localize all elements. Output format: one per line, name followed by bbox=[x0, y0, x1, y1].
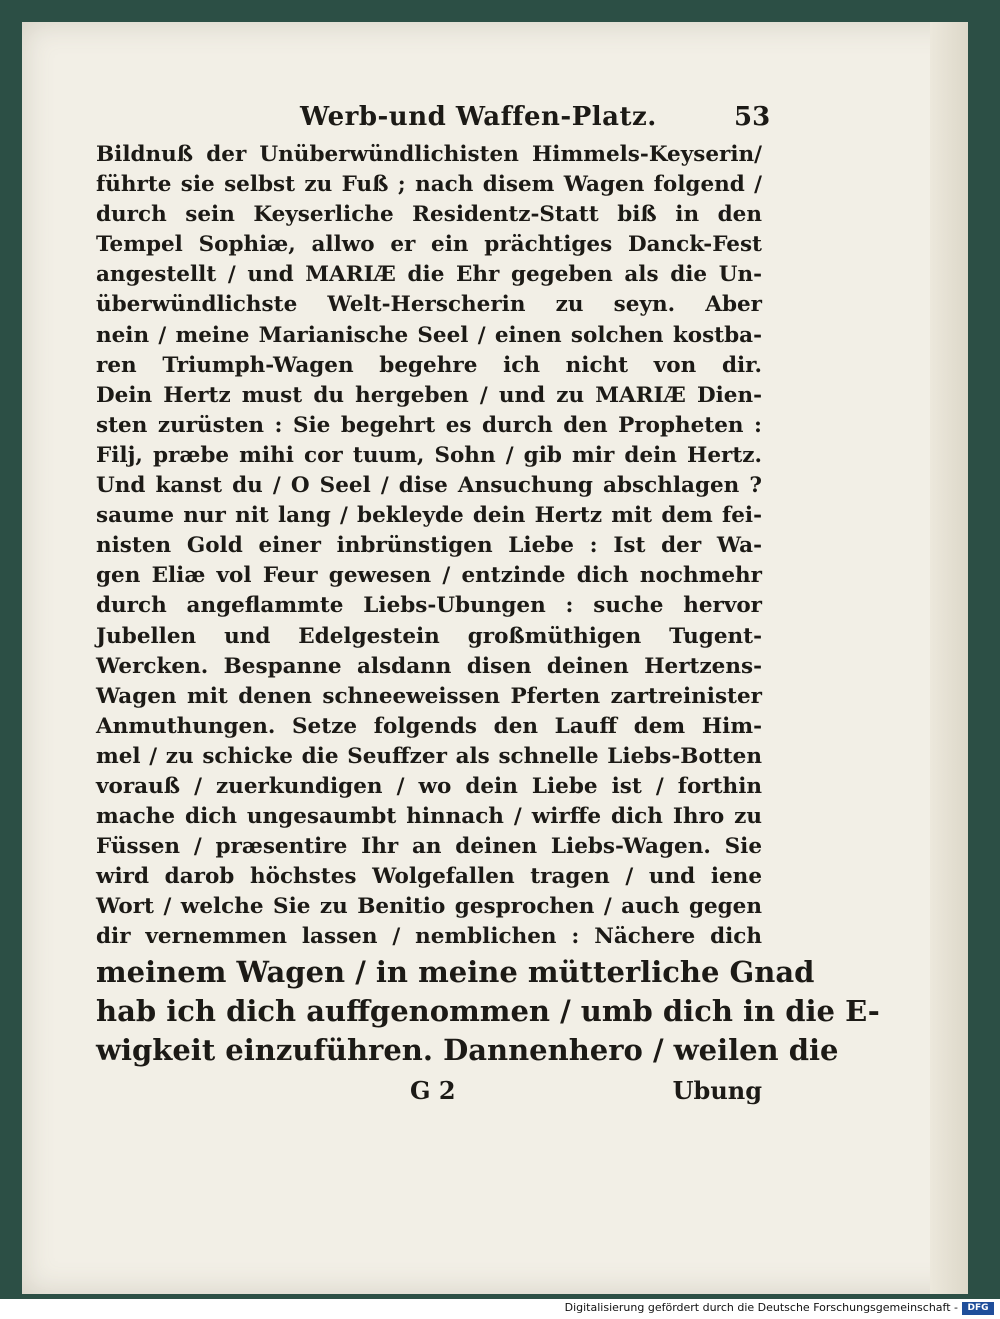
text-line: Wagen mit denen schneeweissen Pferten zartreinister bbox=[96, 683, 762, 709]
text-line: Anmuthungen. Setze folgends den Lauff dem Him- bbox=[96, 713, 762, 739]
body-text bbox=[96, 140, 880, 1070]
footer-credit: Digitalisierung gefördert durch die Deutsche Forschungsgemeinschaft - bbox=[564, 1301, 958, 1314]
page-edge bbox=[930, 22, 968, 1294]
text-line: mel / zu schicke die Seuffzer als schnelle Liebs-Botten bbox=[96, 743, 762, 769]
quote-line: hab ich dich auffgenommen / umb dich in die E- bbox=[96, 993, 880, 1028]
quote-line: wigkeit einzuführen. Dannenhero / weilen die bbox=[96, 1032, 839, 1067]
footer-bar bbox=[0, 1299, 1000, 1319]
text-line: angestellt / und MARIÆ die Ehr gegeben als die Un- bbox=[96, 262, 762, 288]
running-title: Werb-und Waffen-Platz. bbox=[300, 102, 657, 132]
quote-line: meinem Wagen / in meine mütterliche Gnad bbox=[96, 954, 815, 989]
text-line: wird darob höchstes Wolgefallen tragen / und iene bbox=[96, 864, 762, 890]
text-line: durch sein Keyserliche Residentz-Statt biß in den bbox=[96, 202, 762, 228]
text-line: Jubellen und Edelgestein großmüthigen Tugent- bbox=[96, 623, 762, 649]
catchword: Ubung bbox=[672, 1076, 762, 1105]
text-line: Wercken. Bespanne alsdann disen deinen Hertzens- bbox=[96, 653, 762, 679]
text-line: nisten Gold einer inbrünstigen Liebe : Ist der Wa- bbox=[96, 533, 762, 559]
text-line: Wort / welche Sie zu Benitio gesprochen / auch gegen bbox=[96, 894, 762, 920]
text-line: durch angeflammte Liebs-Ubungen : suche hervor bbox=[96, 593, 762, 619]
text-line: Und kanst du / O Seel / dise Ansuchung abschlagen ? bbox=[96, 473, 762, 499]
text-line: überwündlichste Welt-Herscherin zu seyn. Aber bbox=[96, 292, 762, 318]
text-line: Füssen / præsentire Ihr an deinen Liebs-Wagen. Sie bbox=[96, 834, 762, 860]
text-line: ren Triumph-Wagen begehre ich nicht von dir. bbox=[96, 352, 762, 378]
text-line: mache dich ungesaumbt hinnach / wirffe dich Ihro zu bbox=[96, 804, 762, 830]
text-line: führte sie selbst zu Fuß ; nach disem Wagen folgend / bbox=[96, 172, 762, 198]
text-line: Filj, præbe mihi cor tuum, Sohn / gib mir dein Hertz. bbox=[96, 442, 762, 468]
text-line: Bildnuß der Unüberwündlichisten Himmels-Keyserin/ bbox=[96, 142, 762, 167]
text-line: vorauß / zuerkundigen / wo dein Liebe ist / forthin bbox=[96, 773, 762, 799]
text-line: sten zurüsten : Sie begehrt es durch den Propheten : bbox=[96, 412, 762, 438]
text-line: nein / meine Marianische Seel / einen solchen kostba- bbox=[96, 322, 762, 348]
text-line: saume nur nit lang / bekleyde dein Hertz mit dem fei- bbox=[96, 503, 762, 529]
text-line: gen Eliæ vol Feur gewesen / entzinde dich nochmehr bbox=[96, 563, 762, 589]
dfg-logo: DFG bbox=[962, 1302, 994, 1315]
text-line: Dein Hertz must du hergeben / und zu MARIÆ Dien- bbox=[96, 382, 762, 408]
text-line: Tempel Sophiæ, allwo er ein prächtiges Danck-Fest bbox=[96, 232, 762, 258]
signature-mark: G 2 bbox=[410, 1076, 456, 1105]
text-line: dir vernemmen lassen / nemblichen : Nächere dich bbox=[96, 924, 762, 950]
page-number: 53 bbox=[734, 102, 771, 132]
